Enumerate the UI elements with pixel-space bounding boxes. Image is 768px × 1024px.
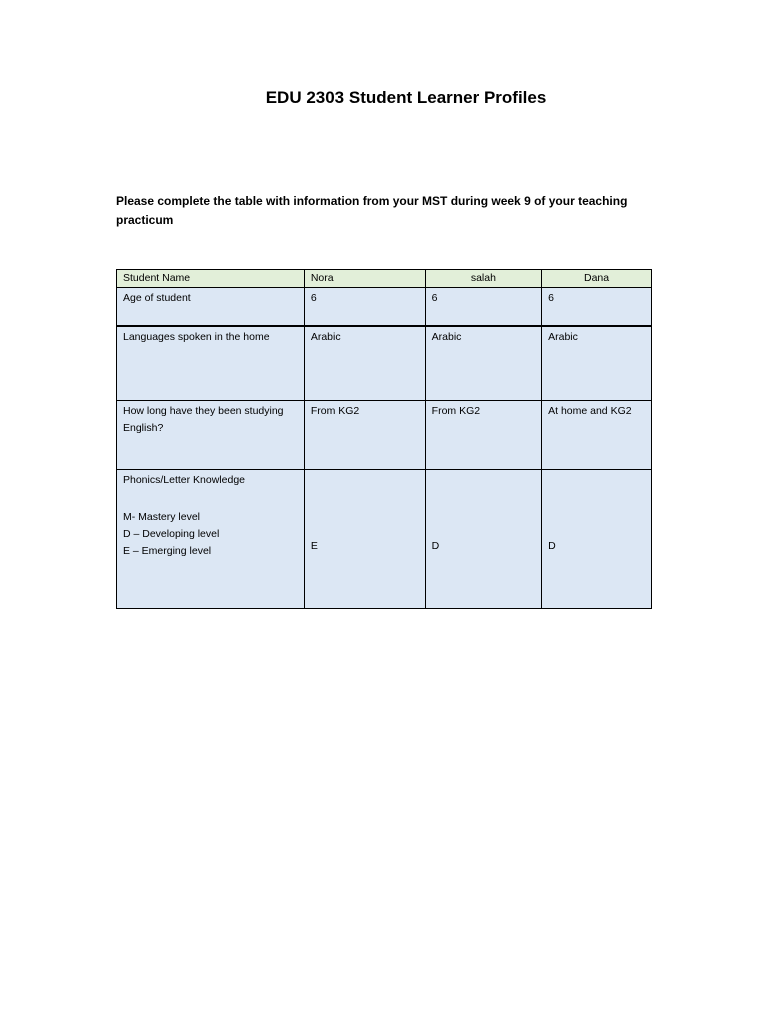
- cell-languages-dana: Arabic: [542, 326, 652, 401]
- row-label-phonics: [117, 470, 305, 609]
- row-label-duration: How long have they been studying English?: [117, 401, 305, 470]
- cell-phonics-nora: E: [310, 540, 318, 552]
- cell-duration-nora: From KG2: [304, 401, 425, 470]
- header-label: Student Name: [117, 270, 305, 288]
- student-name-nora: Nora: [304, 270, 425, 288]
- cell-age-nora: 6: [304, 288, 425, 327]
- learner-profiles-table: [116, 269, 652, 609]
- cell-age-salah: 6: [425, 288, 541, 327]
- row-label-languages: Languages spoken in the home: [117, 326, 305, 401]
- cell-duration-salah: From KG2: [425, 401, 541, 470]
- legend-developing: D – Developing level: [123, 528, 220, 540]
- cell-age-dana: 6: [542, 288, 652, 327]
- cell-duration-dana: At home and KG2: [542, 401, 652, 470]
- document-title: EDU 2303 Student Learner Profiles: [265, 88, 547, 107]
- phonics-label: Phonics/Letter Knowledge: [123, 474, 245, 486]
- cell-phonics-nora-wrap: [304, 470, 425, 609]
- table-row-duration: [117, 401, 652, 470]
- table-row-languages: [117, 326, 652, 401]
- row-label-age: Age of student: [117, 288, 305, 327]
- cell-phonics-salah: D: [431, 540, 440, 552]
- table-header-row: [117, 270, 652, 288]
- instructions-text: Please complete the table with information from your MST during week 9 of your teaching practicum: [116, 194, 628, 227]
- student-name-dana: Dana: [542, 270, 652, 288]
- cell-phonics-dana: D: [548, 540, 556, 552]
- cell-phonics-dana-wrap: [542, 470, 652, 609]
- legend-mastery: M- Mastery level: [123, 511, 201, 523]
- table-row-age: [117, 288, 652, 327]
- legend-emerging: E – Emerging level: [123, 545, 212, 557]
- table-row-phonics: [117, 470, 652, 609]
- cell-phonics-salah-wrap: [425, 470, 541, 609]
- student-name-salah: salah: [425, 270, 541, 288]
- cell-languages-nora: Arabic: [304, 326, 425, 401]
- cell-languages-salah: Arabic: [425, 326, 541, 401]
